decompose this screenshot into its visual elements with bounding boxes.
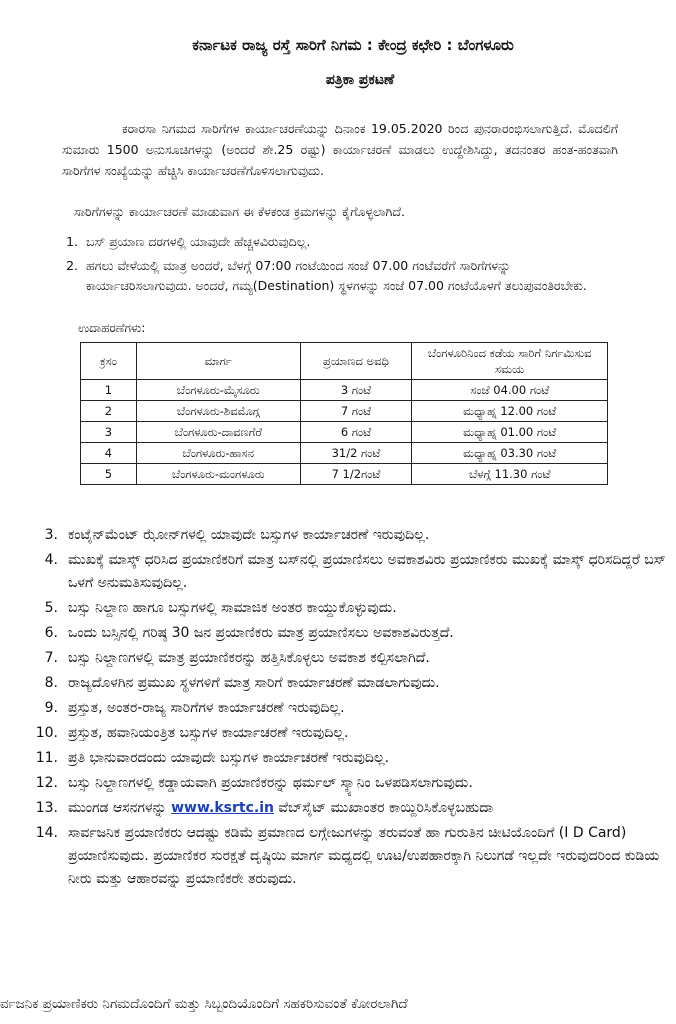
cell-route: ಬೆಂಗಳೂರು-ದಾವಣಗೆರೆ bbox=[136, 422, 300, 443]
list-number: 8. bbox=[44, 675, 58, 691]
cell-duration: 31/2 ಗಂಟೆ bbox=[300, 443, 412, 464]
cell-serial: 1 bbox=[81, 380, 137, 401]
cell-departure: ಮಧ್ಯಾಹ್ನ 03.30 ಗಂಟೆ bbox=[412, 443, 608, 464]
cell-serial: 5 bbox=[81, 464, 137, 485]
table-row bbox=[81, 464, 608, 485]
list-text: ಪ್ರಸ್ತುತ, ಹವಾನಿಯಂತ್ರಿತ ಬಸ್ಸುಗಳ ಕಾರ್ಯಾಚರಣೆ ಇರುವುದಿಲ್ಲ. bbox=[68, 725, 349, 741]
examples-label: ಉದಾಹರಣೆಗಳು: bbox=[78, 321, 146, 335]
cell-departure: ಮಧ್ಯಾಹ್ನ 12.00 ಗಂಟೆ bbox=[412, 401, 608, 422]
table-row bbox=[81, 422, 608, 443]
header-last-departure: ಬೆಂಗಳೂರಿನಿಂದ ಕಡೆಯ ಸಾರಿಗೆ ನಿರ್ಗಮಿಸುವ ಸಮಯ bbox=[412, 343, 608, 380]
table-row bbox=[81, 443, 608, 464]
list-item bbox=[14, 549, 676, 595]
list-number: 14. bbox=[35, 825, 58, 841]
list-text: ಸಾರ್ವಜನಿಕ ಪ್ರಯಾಣಿಕರು ಆದಷ್ಟು ಕಡಿಮೆ ಪ್ರಮಾಣದ ಲಗ್ಗೇಜುಗಳನ್ನು ತರುವಂತೆ ಹಾ ಗುರುತಿನ ಚೀಟಿಯೊಂದಿಗೆ (I D Card) ಪ್ರಯಾಣಿಸುವುದು. ಪ್ರಯಾಣಿಕರ ಸುರಕ್ಷತೆ ದೃಷ್ಠಿಯಿ ಮಾರ್ಗ ಮಧ್ಯದಲ್ಲಿ ಊಟ/ಉಪಹಾರಕ್ಕಾಗಿ ನಿಲುಗಡೆ ಇಲ್ಲದೇ ಇರುವುದರಿಂದ ಕುಡಿಯ ನೀರು ಮತ್ತು ಆಹಾರವನ್ನು ಪ್ರಯಾಣಿಕರೇ ತರುವುದು. bbox=[68, 825, 660, 887]
list-item bbox=[14, 797, 676, 820]
list-number: 1. bbox=[66, 234, 78, 249]
list-number: 7. bbox=[44, 650, 58, 666]
table-row bbox=[81, 401, 608, 422]
table-header-row bbox=[81, 343, 608, 380]
list-text: ರಾಜ್ಯದೊಳಗಿನ ಪ್ರಮುಖ ಸ್ಥಳಗಳಿಗೆ ಮಾತ್ರ ಸಾರಿಗೆ ಕಾರ್ಯಾಚರಣೆ ಮಾಡಲಾಗುವುದು. bbox=[68, 675, 440, 691]
header-duration: ಪ್ರಯಾಣದ ಅವಧಿ bbox=[300, 343, 412, 380]
cell-departure: ಬೆಳಗ್ಗೆ 11.30 ಗಂಟೆ bbox=[412, 464, 608, 485]
list-text: ಪ್ರತಿ ಭಾನುವಾರದಂದು ಯಾವುದೇ ಬಸ್ಸುಗಳ ಕಾರ್ಯಾಚರಣೆ ಇರುವುದಿಲ್ಲ. bbox=[68, 750, 390, 766]
cell-route: ಬೆಂಗಳೂರು-ಮಂಗಳೂರು bbox=[136, 464, 300, 485]
cell-departure: ಮಧ್ಯಾಹ್ನ 01.00 ಗಂಟೆ bbox=[412, 422, 608, 443]
header-serial: ಕ್ರಸಂ bbox=[81, 343, 137, 380]
cell-serial: 3 bbox=[81, 422, 137, 443]
measures-list-a bbox=[52, 232, 620, 300]
list-text: ಹಗಲು ವೇಳೆಯಲ್ಲಿ ಮಾತ್ರ ಅಂದರೆ, ಬೆಳಗ್ಗೆ 07:00 ಗಂಟೆಯಿಂದ ಸಂಜೆ 07.00 ಗಂಟೆವರೆಗೆ ಸಾರಿಗೆಗಳನ್ನು ಕಾರ್ಯಾಚರಿಸಲಾಗುವುದು. ಅಂದರೆ, ಗಮ್ಯ(Destination) ಸ್ಥಳಗಳನ್ನು ಸಂಜೆ 07.00 ಗಂಟೆಯೊಳಗೆ ತಲುಪುವಂತಿರಬೇಕು. bbox=[86, 258, 587, 293]
cell-duration: 6 ಗಂಟೆ bbox=[300, 422, 412, 443]
page-subtitle: ಪತ್ರಿಕಾ ಪ್ರಕಟಣೆ bbox=[325, 72, 395, 88]
list-text: ಬಸ್ ಪ್ರಯಾಣ ದರಗಳಲ್ಲಿ ಯಾವುದೇ ಹೆಚ್ಚಳವಿರುವುದಿಲ್ಲ. bbox=[86, 234, 311, 249]
list-item bbox=[14, 597, 676, 620]
page-title: ಕರ್ನಾಟಕ ರಾಜ್ಯ ರಸ್ತೆ ಸಾರಿಗೆ ನಿಗಮ : ಕೇಂದ್ರ ಕಛೇರಿ : ಬೆಂಗಳೂರು bbox=[192, 36, 514, 54]
list-number: 12. bbox=[35, 775, 58, 791]
list-item bbox=[52, 232, 620, 252]
list-text: ಒಂದು ಬಸ್ಸಿನಲ್ಲಿ ಗರಿಷ್ಠ 30 ಜನ ಪ್ರಯಾಣಿಕರು ಮಾತ್ರ ಪ್ರಯಾಣಿಸಲು ಅವಕಾಶವಿರುತ್ತದೆ. bbox=[68, 625, 454, 641]
list-item bbox=[14, 647, 676, 670]
item13-after: ವೆಬ್‌ಸೈಟ್ ಮುಖಾಂತರ ಕಾಯ್ದಿರಿಸಿಕೊಳ್ಳಬಹುದಾ bbox=[273, 800, 494, 816]
item13-before: ಮುಂಗಡ ಆಸನಗಳನ್ನು bbox=[68, 800, 172, 816]
list-item bbox=[14, 772, 676, 795]
cell-serial: 2 bbox=[81, 401, 137, 422]
cell-departure: ಸಂಜೆ 04.00 ಗಂಟೆ bbox=[412, 380, 608, 401]
intro-paragraph: ಕರಾರಸಾ ನಿಗಮದ ಸಾರಿಗೆಗಳ ಕಾರ್ಯಾಚರಣೆಯನ್ನು ದಿನಾಂಕ 19.05.2020 ರಿಂದ ಪುನರಾರಂಭಿಸಲಾಗುತ್ತಿದೆ. ಮೊದಲಿಗೆ ಸುಮಾರು 1500 ಅನುಸೂಚಿಗಳನ್ನು (ಅಂದರೆ ಶೇ.25 ರಷ್ಟು) ಕಾರ್ಯಾಚರಣೆ ಮಾಡಲು ಉದ್ದೇಶಿಸಿದ್ದು, ತದನಂತರ ಹಂತ-ಹಂತವಾಗಿ ಸಾರಿಗೆಗಳ ಸಂಖ್ಯೆಯನ್ನು ಹೆಚ್ಚಿಸಿ ಕಾರ್ಯಾಚರಣೆಗೊಳಿಸಲಾಗುವುದು. bbox=[62, 121, 618, 178]
list-item bbox=[14, 672, 676, 695]
list-number: 9. bbox=[44, 700, 58, 716]
list-item bbox=[14, 622, 676, 645]
list-text: ಬಸ್ಸು ನಿಲ್ದಾಣ ಹಾಗೂ ಬಸ್ಸುಗಳಲ್ಲಿ ಸಾಮಾಜಿಕ ಅಂತರ ಕಾಯ್ದುಕೊಳ್ಳುವುದು. bbox=[68, 600, 397, 616]
list-number: 6. bbox=[44, 625, 58, 641]
cell-route: ಬೆಂಗಳೂರು-ಶಿವಮೊಗ್ಗ bbox=[136, 401, 300, 422]
list-item bbox=[14, 722, 676, 745]
list-item bbox=[14, 822, 676, 891]
list-item bbox=[52, 256, 620, 296]
list-number: 13. bbox=[35, 800, 58, 816]
list-number: 11. bbox=[35, 750, 58, 766]
list-text: ಬಸ್ಸು ನಿಲ್ದಾಣಗಳಲ್ಲಿ ಕಡ್ಡಾಯವಾಗಿ ಪ್ರಯಾಣಿಕರನ್ನು ಥರ್ಮಲ್ ಸ್ಕ್ಯಾನಿಂ ಒಳಪಡಿಸಲಾಗುವುದು. bbox=[68, 775, 473, 791]
cell-duration: 7 ಗಂಟೆ bbox=[300, 401, 412, 422]
list-text: ಮುಖಕ್ಕೆ ಮಾಸ್ಕ್ ಧರಿಸಿದ ಪ್ರಯಾಣಿಕರಿಗೆ ಮಾತ್ರ ಬಸ್‌ನಲ್ಲಿ ಪ್ರಯಾಣಿಸಲು ಅವಕಾಶವಿರು ಪ್ರಯಾಣಿಕರು ಮುಖಕ್ಕೆ ಮಾಸ್ಕ್ ಧರಿಸದಿದ್ದರೆ ಬಸ್ ಒಳಗೆ ಅನುಮತಿಸುವುದಿಲ್ಲ. bbox=[68, 552, 666, 591]
cell-serial: 4 bbox=[81, 443, 137, 464]
list-text bbox=[68, 797, 676, 820]
ksrtc-website-link[interactable]: www.ksrtc.in bbox=[171, 800, 274, 816]
list-number: 10. bbox=[35, 725, 58, 741]
list-text: ಕಂಟೈನ್‌ಮೆಂಟ್ ಝೋನ್‌ಗಳಲ್ಲಿ ಯಾವುದೇ ಬಸ್ಸುಗಳ ಕಾರ್ಯಾಚರಣೆ ಇರುವುದಿಲ್ಲ. bbox=[68, 527, 430, 543]
table-row bbox=[81, 380, 608, 401]
list-text: ಬಸ್ಸು ನಿಲ್ದಾಣಗಳಲ್ಲಿ ಮಾತ್ರ ಪ್ರಯಾಣಿಕರನ್ನು ಹತ್ತಿಸಿಕೊಳ್ಳಲು ಅವಕಾಶ ಕಲ್ಪಿಸಲಾಗಿದೆ. bbox=[68, 650, 430, 666]
list-number: 2. bbox=[66, 258, 78, 273]
cell-route: ಬೆಂಗಳೂರು-ಹಾಸನ bbox=[136, 443, 300, 464]
list-item bbox=[14, 524, 676, 547]
measures-list-b bbox=[14, 524, 676, 893]
list-item bbox=[14, 697, 676, 720]
cell-route: ಬೆಂಗಳೂರು-ಮೈಸೂರು bbox=[136, 380, 300, 401]
list-number: 5. bbox=[44, 600, 58, 616]
closing-line: ರ್ವಜನಿಕ ಪ್ರಯಾಣಿಕರು ನಿಗಮದೊಂದಿಗೆ ಮತ್ತು ಸಿಬ್ಬಂದಿಯೊಂದಿಗೆ ಸಹಕರಿಸುವಂತೆ ಕೋರಲಾಗಿದೆ bbox=[0, 996, 408, 1012]
header-route: ಮಾರ್ಗ bbox=[136, 343, 300, 380]
cell-duration: 3 ಗಂಟೆ bbox=[300, 380, 412, 401]
route-timing-table bbox=[80, 342, 608, 485]
list-item bbox=[14, 747, 676, 770]
list-number: 3. bbox=[44, 527, 58, 543]
steps-intro: ಸಾರಿಗೆಗಳನ್ನು ಕಾರ್ಯಾಚರಣೆ ಮಾಡುವಾಗ ಈ ಕೆಳಕಂಡ ಕ್ರಮಗಳನ್ನು ಕೈಗೊಳ್ಳಲಾಗಿದೆ. bbox=[74, 204, 405, 219]
list-number: 4. bbox=[44, 552, 58, 568]
list-text: ಪ್ರಸ್ತುತ, ಅಂತರ-ರಾಜ್ಯ ಸಾರಿಗೆಗಳ ಕಾರ್ಯಾಚರಣೆ ಇರುವುದಿಲ್ಲ. bbox=[68, 700, 345, 716]
cell-duration: 7 1/2ಗಂಟೆ bbox=[300, 464, 412, 485]
